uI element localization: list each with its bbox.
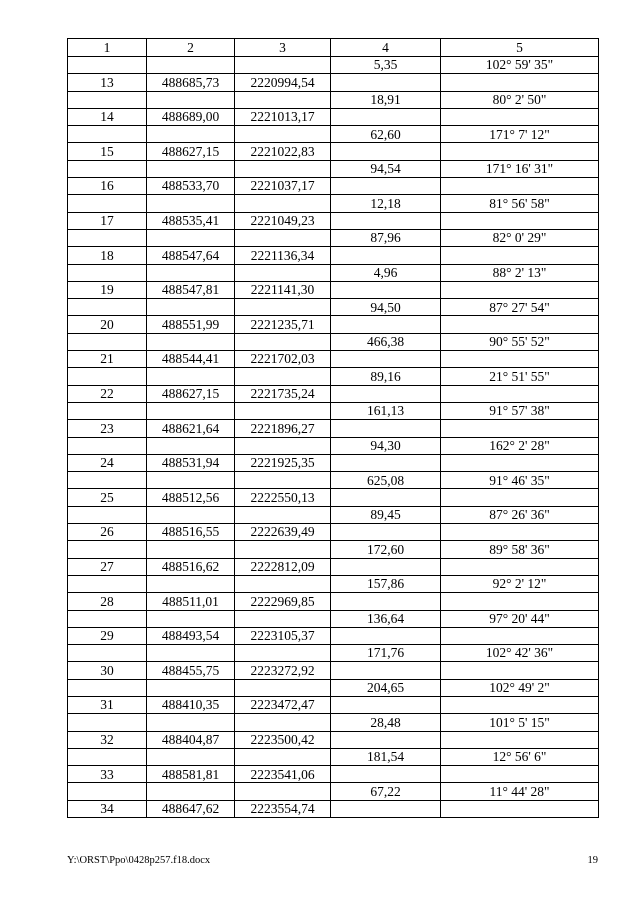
angle-cell: [441, 627, 599, 644]
angle-cell: 102° 49' 2": [441, 679, 599, 696]
table-row: [68, 489, 599, 506]
point-number-cell: 18: [68, 247, 147, 264]
angle-cell: 81° 56' 58": [441, 195, 599, 212]
angle-cell: [441, 524, 599, 541]
table-row: [68, 91, 599, 108]
point-number-cell: [68, 541, 147, 558]
distance-cell: [331, 662, 441, 679]
x-coordinate-cell: [147, 195, 235, 212]
distance-cell: [331, 108, 441, 125]
x-coordinate-cell: 488627,15: [147, 385, 235, 402]
distance-cell: [331, 489, 441, 506]
distance-cell: [331, 385, 441, 402]
angle-cell: 90° 55' 52": [441, 333, 599, 350]
y-coordinate-cell: [235, 610, 331, 627]
distance-cell: 89,16: [331, 368, 441, 385]
header-cell-point-number: 1: [68, 39, 147, 57]
y-coordinate-cell: 2222550,13: [235, 489, 331, 506]
x-coordinate-cell: [147, 91, 235, 108]
table-row: [68, 212, 599, 229]
angle-cell: 87° 27' 54": [441, 299, 599, 316]
point-number-cell: [68, 506, 147, 523]
distance-cell: [331, 247, 441, 264]
distance-cell: [331, 143, 441, 160]
point-number-cell: [68, 679, 147, 696]
table-row: [68, 800, 599, 817]
table-body: [68, 39, 599, 818]
table-row: [68, 714, 599, 731]
angle-cell: 12° 56' 6": [441, 748, 599, 765]
point-number-cell: 17: [68, 212, 147, 229]
angle-cell: [441, 766, 599, 783]
point-number-cell: [68, 299, 147, 316]
table-row: [68, 437, 599, 454]
y-coordinate-cell: [235, 748, 331, 765]
point-number-cell: 33: [68, 766, 147, 783]
y-coordinate-cell: 2221896,27: [235, 420, 331, 437]
x-coordinate-cell: 488689,00: [147, 108, 235, 125]
distance-cell: 87,96: [331, 229, 441, 246]
table-row: [68, 645, 599, 662]
point-number-cell: 26: [68, 524, 147, 541]
table-row: [68, 108, 599, 125]
distance-cell: 5,35: [331, 57, 441, 74]
coordinates-table: [67, 38, 599, 818]
point-number-cell: 28: [68, 593, 147, 610]
point-number-cell: [68, 126, 147, 143]
point-number-cell: 16: [68, 178, 147, 195]
point-number-cell: [68, 645, 147, 662]
header-cell-x-coordinate: 2: [147, 39, 235, 57]
x-coordinate-cell: 488533,70: [147, 178, 235, 195]
x-coordinate-cell: [147, 437, 235, 454]
x-coordinate-cell: 488647,62: [147, 800, 235, 817]
y-coordinate-cell: 2220994,54: [235, 74, 331, 91]
x-coordinate-cell: [147, 679, 235, 696]
y-coordinate-cell: 2221235,71: [235, 316, 331, 333]
y-coordinate-cell: 2222812,09: [235, 558, 331, 575]
x-coordinate-cell: 488627,15: [147, 143, 235, 160]
angle-cell: 92° 2' 12": [441, 575, 599, 592]
x-coordinate-cell: 488512,56: [147, 489, 235, 506]
table-row: [68, 593, 599, 610]
distance-cell: 171,76: [331, 645, 441, 662]
x-coordinate-cell: [147, 402, 235, 419]
y-coordinate-cell: [235, 264, 331, 281]
y-coordinate-cell: [235, 333, 331, 350]
table-row: [68, 264, 599, 281]
table-row: [68, 126, 599, 143]
x-coordinate-cell: [147, 472, 235, 489]
x-coordinate-cell: [147, 126, 235, 143]
point-number-cell: 32: [68, 731, 147, 748]
angle-cell: [441, 800, 599, 817]
distance-cell: [331, 212, 441, 229]
x-coordinate-cell: 488404,87: [147, 731, 235, 748]
angle-cell: [441, 731, 599, 748]
point-number-cell: [68, 160, 147, 177]
y-coordinate-cell: [235, 160, 331, 177]
point-number-cell: [68, 610, 147, 627]
y-coordinate-cell: [235, 679, 331, 696]
table-row: [68, 506, 599, 523]
point-number-cell: 14: [68, 108, 147, 125]
distance-cell: 157,86: [331, 575, 441, 592]
distance-cell: [331, 178, 441, 195]
x-coordinate-cell: [147, 748, 235, 765]
header-cell-angle: 5: [441, 39, 599, 57]
x-coordinate-cell: 488535,41: [147, 212, 235, 229]
distance-cell: [331, 316, 441, 333]
distance-cell: 12,18: [331, 195, 441, 212]
table-row: [68, 247, 599, 264]
angle-cell: 89° 58' 36": [441, 541, 599, 558]
y-coordinate-cell: [235, 472, 331, 489]
angle-cell: [441, 558, 599, 575]
x-coordinate-cell: 488544,41: [147, 351, 235, 368]
distance-cell: [331, 281, 441, 298]
distance-cell: [331, 420, 441, 437]
point-number-cell: [68, 368, 147, 385]
distance-cell: 28,48: [331, 714, 441, 731]
x-coordinate-cell: 488493,54: [147, 627, 235, 644]
angle-cell: [441, 247, 599, 264]
angle-cell: 91° 57' 38": [441, 402, 599, 419]
table-row: [68, 575, 599, 592]
y-coordinate-cell: 2221022,83: [235, 143, 331, 160]
table-row: [68, 299, 599, 316]
point-number-cell: 19: [68, 281, 147, 298]
x-coordinate-cell: 488581,81: [147, 766, 235, 783]
table-row: [68, 783, 599, 800]
x-coordinate-cell: 488511,01: [147, 593, 235, 610]
angle-cell: 88° 2' 13": [441, 264, 599, 281]
distance-cell: 94,50: [331, 299, 441, 316]
y-coordinate-cell: 2221049,23: [235, 212, 331, 229]
x-coordinate-cell: 488621,64: [147, 420, 235, 437]
table-row: [68, 316, 599, 333]
distance-cell: 625,08: [331, 472, 441, 489]
x-coordinate-cell: [147, 299, 235, 316]
table-row: [68, 558, 599, 575]
table-row: [68, 195, 599, 212]
y-coordinate-cell: 2221037,17: [235, 178, 331, 195]
x-coordinate-cell: 488516,55: [147, 524, 235, 541]
table-row: [68, 766, 599, 783]
angle-cell: 82° 0' 29": [441, 229, 599, 246]
table-row: [68, 402, 599, 419]
y-coordinate-cell: 2222969,85: [235, 593, 331, 610]
distance-cell: 136,64: [331, 610, 441, 627]
table-row: [68, 627, 599, 644]
table-row: [68, 454, 599, 471]
distance-cell: [331, 800, 441, 817]
distance-cell: 161,13: [331, 402, 441, 419]
y-coordinate-cell: [235, 506, 331, 523]
point-number-cell: [68, 402, 147, 419]
point-number-cell: [68, 748, 147, 765]
table-row: [68, 524, 599, 541]
angle-cell: [441, 316, 599, 333]
angle-cell: 80° 2' 50": [441, 91, 599, 108]
point-number-cell: [68, 333, 147, 350]
table-row: [68, 679, 599, 696]
y-coordinate-cell: [235, 368, 331, 385]
distance-cell: [331, 351, 441, 368]
y-coordinate-cell: 2221136,34: [235, 247, 331, 264]
point-number-cell: 22: [68, 385, 147, 402]
y-coordinate-cell: [235, 714, 331, 731]
y-coordinate-cell: [235, 91, 331, 108]
y-coordinate-cell: [235, 402, 331, 419]
y-coordinate-cell: [235, 195, 331, 212]
distance-cell: [331, 558, 441, 575]
y-coordinate-cell: [235, 437, 331, 454]
point-number-cell: [68, 195, 147, 212]
point-number-cell: 23: [68, 420, 147, 437]
table-row: [68, 229, 599, 246]
angle-cell: 21° 51' 55": [441, 368, 599, 385]
distance-cell: 4,96: [331, 264, 441, 281]
x-coordinate-cell: [147, 57, 235, 74]
x-coordinate-cell: 488685,73: [147, 74, 235, 91]
point-number-cell: 29: [68, 627, 147, 644]
angle-cell: [441, 696, 599, 713]
distance-cell: 94,30: [331, 437, 441, 454]
angle-cell: [441, 143, 599, 160]
distance-cell: 172,60: [331, 541, 441, 558]
x-coordinate-cell: 488531,94: [147, 454, 235, 471]
y-coordinate-cell: 2221013,17: [235, 108, 331, 125]
table-row: [68, 160, 599, 177]
distance-cell: 466,38: [331, 333, 441, 350]
point-number-cell: 15: [68, 143, 147, 160]
y-coordinate-cell: [235, 645, 331, 662]
x-coordinate-cell: [147, 333, 235, 350]
table-row: [68, 178, 599, 195]
header-cell-y-coordinate: 3: [235, 39, 331, 57]
distance-cell: [331, 696, 441, 713]
distance-cell: 18,91: [331, 91, 441, 108]
table-row: [68, 541, 599, 558]
angle-cell: 87° 26' 36": [441, 506, 599, 523]
x-coordinate-cell: 488547,81: [147, 281, 235, 298]
y-coordinate-cell: 2223272,92: [235, 662, 331, 679]
x-coordinate-cell: [147, 575, 235, 592]
table-row: [68, 74, 599, 91]
point-number-cell: [68, 229, 147, 246]
y-coordinate-cell: [235, 57, 331, 74]
y-coordinate-cell: 2221141,30: [235, 281, 331, 298]
x-coordinate-cell: 488410,35: [147, 696, 235, 713]
y-coordinate-cell: 2221735,24: [235, 385, 331, 402]
table-row: [68, 696, 599, 713]
point-number-cell: [68, 783, 147, 800]
x-coordinate-cell: 488547,64: [147, 247, 235, 264]
y-coordinate-cell: 2223541,06: [235, 766, 331, 783]
angle-cell: 91° 46' 35": [441, 472, 599, 489]
footer-file-path: Y:\ORST\Ppo\0428p257.f18.docx: [67, 855, 211, 866]
table-row: [68, 731, 599, 748]
point-number-cell: 13: [68, 74, 147, 91]
distance-cell: 181,54: [331, 748, 441, 765]
distance-cell: [331, 731, 441, 748]
angle-cell: 102° 42' 36": [441, 645, 599, 662]
table-row: [68, 610, 599, 627]
y-coordinate-cell: [235, 575, 331, 592]
angle-cell: [441, 351, 599, 368]
table-row: [68, 143, 599, 160]
point-number-cell: 25: [68, 489, 147, 506]
x-coordinate-cell: [147, 783, 235, 800]
table-row: [68, 662, 599, 679]
angle-cell: [441, 281, 599, 298]
table-row: [68, 333, 599, 350]
table-row: [68, 368, 599, 385]
angle-cell: [441, 385, 599, 402]
angle-cell: 97° 20' 44": [441, 610, 599, 627]
x-coordinate-cell: [147, 264, 235, 281]
table-row: [68, 472, 599, 489]
footer-page-number: 19: [587, 855, 598, 866]
x-coordinate-cell: [147, 714, 235, 731]
angle-cell: [441, 74, 599, 91]
point-number-cell: 21: [68, 351, 147, 368]
angle-cell: [441, 108, 599, 125]
table-row: [68, 748, 599, 765]
point-number-cell: 34: [68, 800, 147, 817]
distance-cell: [331, 627, 441, 644]
distance-cell: [331, 766, 441, 783]
angle-cell: [441, 593, 599, 610]
point-number-cell: [68, 472, 147, 489]
y-coordinate-cell: [235, 126, 331, 143]
point-number-cell: 27: [68, 558, 147, 575]
angle-cell: 162° 2' 28": [441, 437, 599, 454]
angle-cell: [441, 489, 599, 506]
angle-cell: 11° 44' 28": [441, 783, 599, 800]
point-number-cell: [68, 714, 147, 731]
table-row: [68, 57, 599, 74]
table-row: [68, 420, 599, 437]
y-coordinate-cell: 2223500,42: [235, 731, 331, 748]
distance-cell: 89,45: [331, 506, 441, 523]
angle-cell: [441, 454, 599, 471]
distance-cell: [331, 454, 441, 471]
x-coordinate-cell: [147, 368, 235, 385]
point-number-cell: [68, 264, 147, 281]
distance-cell: [331, 593, 441, 610]
x-coordinate-cell: [147, 160, 235, 177]
angle-cell: 101° 5' 15": [441, 714, 599, 731]
x-coordinate-cell: 488551,99: [147, 316, 235, 333]
y-coordinate-cell: [235, 229, 331, 246]
y-coordinate-cell: 2223105,37: [235, 627, 331, 644]
y-coordinate-cell: 2222639,49: [235, 524, 331, 541]
point-number-cell: [68, 91, 147, 108]
distance-cell: 204,65: [331, 679, 441, 696]
point-number-cell: 20: [68, 316, 147, 333]
x-coordinate-cell: [147, 610, 235, 627]
x-coordinate-cell: [147, 229, 235, 246]
point-number-cell: 30: [68, 662, 147, 679]
point-number-cell: 31: [68, 696, 147, 713]
table-row: [68, 281, 599, 298]
angle-cell: 171° 16' 31": [441, 160, 599, 177]
distance-cell: 67,22: [331, 783, 441, 800]
y-coordinate-cell: 2221702,03: [235, 351, 331, 368]
distance-cell: 62,60: [331, 126, 441, 143]
header-row: [68, 39, 599, 57]
y-coordinate-cell: [235, 783, 331, 800]
angle-cell: [441, 178, 599, 195]
angle-cell: [441, 420, 599, 437]
angle-cell: 171° 7' 12": [441, 126, 599, 143]
table-row: [68, 351, 599, 368]
y-coordinate-cell: 2223472,47: [235, 696, 331, 713]
angle-cell: [441, 662, 599, 679]
y-coordinate-cell: 2221925,35: [235, 454, 331, 471]
y-coordinate-cell: [235, 541, 331, 558]
x-coordinate-cell: [147, 541, 235, 558]
distance-cell: [331, 74, 441, 91]
header-cell-distance: 4: [331, 39, 441, 57]
point-number-cell: [68, 575, 147, 592]
angle-cell: 102° 59' 35": [441, 57, 599, 74]
point-number-cell: [68, 57, 147, 74]
distance-cell: [331, 524, 441, 541]
y-coordinate-cell: [235, 299, 331, 316]
table-row: [68, 385, 599, 402]
x-coordinate-cell: 488455,75: [147, 662, 235, 679]
point-number-cell: [68, 437, 147, 454]
x-coordinate-cell: [147, 645, 235, 662]
distance-cell: 94,54: [331, 160, 441, 177]
x-coordinate-cell: [147, 506, 235, 523]
x-coordinate-cell: 488516,62: [147, 558, 235, 575]
y-coordinate-cell: 2223554,74: [235, 800, 331, 817]
angle-cell: [441, 212, 599, 229]
point-number-cell: 24: [68, 454, 147, 471]
